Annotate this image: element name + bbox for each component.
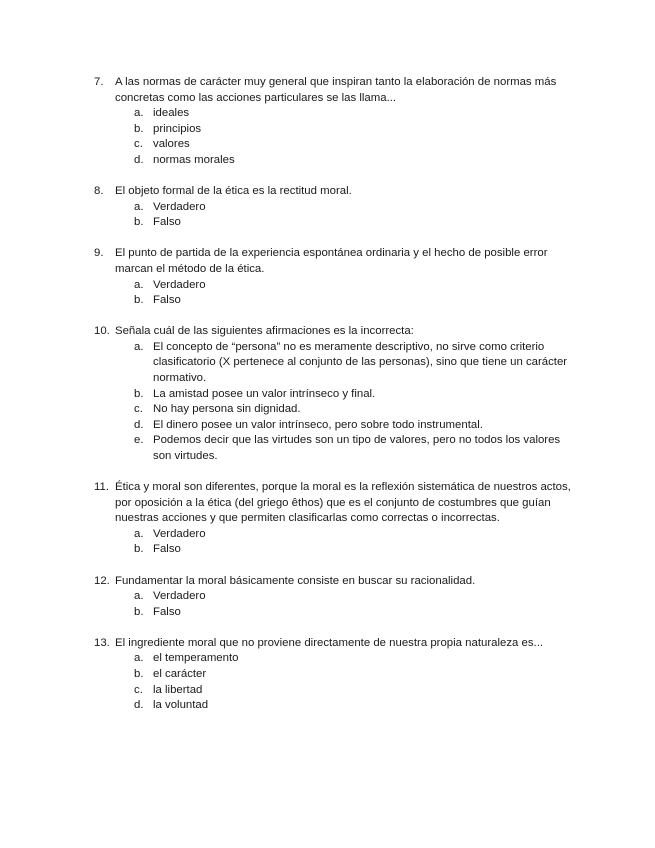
question-number: 7. (94, 76, 104, 88)
answer-option (115, 340, 577, 387)
answer-option (115, 200, 577, 216)
answer-option (115, 278, 577, 294)
answer-option (115, 698, 577, 714)
option-text: normas morales (153, 153, 235, 166)
option-text: la libertad (153, 683, 203, 696)
option-text: Verdadero (153, 200, 206, 213)
option-letter: b. (134, 294, 144, 307)
option-letter: d. (134, 699, 144, 712)
option-text: Verdadero (153, 590, 206, 603)
question-item (0, 75, 655, 169)
option-text: Falso (153, 543, 181, 556)
option-letter: d. (134, 418, 144, 431)
answer-option (115, 605, 577, 621)
question-number: 13. (94, 636, 110, 649)
option-text: la voluntad (153, 699, 209, 712)
question-text: El objeto formal de la ética es la rectitud moral. (115, 185, 352, 198)
question-list (0, 75, 655, 729)
option-letter: a. (134, 278, 144, 291)
option-text: El concepto de “persona” no es meramente descriptivo, no sirve como criterio clasificatorio (X pertenece al conjunto de las personas), sino que tiene un carácter normativo. (153, 340, 568, 384)
option-letter: b. (134, 122, 144, 135)
answer-option (115, 418, 577, 434)
option-text: Falso (153, 216, 181, 229)
option-letter: a. (134, 107, 144, 120)
option-text: La amistad posee un valor intrínseco y final. (153, 387, 376, 400)
option-text: El dinero posee un valor intrínseco, pero sobre todo instrumental. (153, 418, 483, 431)
answer-option (115, 589, 577, 605)
question-item (0, 574, 655, 621)
option-text: valores (153, 138, 190, 151)
question-number: 9. (94, 247, 104, 260)
question-text: Señala cuál de las siguientes afirmaciones es la incorrecta: (115, 325, 414, 338)
option-text: Podemos decir que las virtudes son un tipo de valores, pero no todos los valores son virtudes. (153, 434, 561, 462)
option-letter: a. (134, 590, 144, 603)
option-list (115, 589, 577, 620)
option-list (115, 278, 577, 309)
option-letter: c. (134, 683, 143, 696)
answer-option (115, 137, 577, 153)
option-letter: b. (134, 543, 144, 556)
option-letter: a. (134, 340, 144, 353)
option-letter: e. (134, 434, 144, 447)
option-text: el carácter (153, 668, 207, 680)
option-text: principios (153, 122, 202, 135)
answer-option (115, 542, 577, 558)
option-list (115, 340, 577, 465)
option-letter: a. (134, 652, 144, 665)
answer-option (115, 122, 577, 138)
answer-option (115, 215, 577, 231)
answer-option (115, 527, 577, 543)
question-item (0, 324, 655, 464)
option-letter: d. (134, 153, 144, 166)
question-item (0, 636, 655, 714)
option-letter: b. (134, 387, 144, 400)
option-letter: c. (134, 403, 143, 416)
option-text: No hay persona sin dignidad. (153, 403, 301, 416)
option-letter: b. (134, 668, 144, 680)
option-text: el temperamento (153, 652, 239, 665)
answer-option (115, 387, 577, 403)
option-text: Verdadero (153, 278, 206, 291)
question-number: 11. (94, 481, 109, 494)
option-list (115, 651, 577, 713)
option-text: Verdadero (153, 527, 206, 540)
question-text: A las normas de carácter muy general que inspiran tanto la elaboración de normas más concretas como las acciones particulares se las llama... (115, 76, 557, 104)
answer-option (115, 153, 577, 169)
answer-option (115, 106, 577, 122)
option-letter: b. (134, 605, 144, 618)
question-item (0, 480, 655, 558)
question-text: El ingrediente moral que no proviene directamente de nuestra propia naturaleza es... (115, 636, 544, 649)
option-list (115, 527, 577, 558)
question-number: 10. (94, 325, 110, 338)
option-list (115, 200, 577, 231)
question-text: Fundamentar la moral básicamente consiste en buscar su racionalidad. (115, 574, 476, 587)
option-list (115, 106, 577, 168)
option-letter: b. (134, 216, 144, 229)
answer-option (115, 651, 577, 667)
option-text: Falso (153, 294, 181, 307)
question-text: Ética y moral son diferentes, porque la moral es la reflexión sistemática de nuestros actos, por oposición a la ética (del griego êthos) que es el conjunto de costumbres que guían nuestras acciones y que permiten clasificarlas como correctas o incorrectas. (115, 481, 571, 525)
answer-option (115, 293, 577, 309)
answer-option (115, 433, 577, 464)
question-number: 12. (94, 574, 110, 587)
option-text: Falso (153, 605, 181, 618)
answer-option (115, 683, 577, 699)
option-letter: a. (134, 200, 144, 213)
answer-option (115, 402, 577, 418)
question-item (0, 184, 655, 231)
option-letter: c. (134, 138, 143, 151)
option-letter: a. (134, 527, 144, 540)
question-number: 8. (94, 185, 104, 198)
question-text: El punto de partida de la experiencia espontánea ordinaria y el hecho de posible error marcan el método de la ética. (115, 247, 548, 275)
answer-option (115, 667, 577, 683)
option-text: ideales (153, 107, 190, 120)
question-item (0, 246, 655, 308)
